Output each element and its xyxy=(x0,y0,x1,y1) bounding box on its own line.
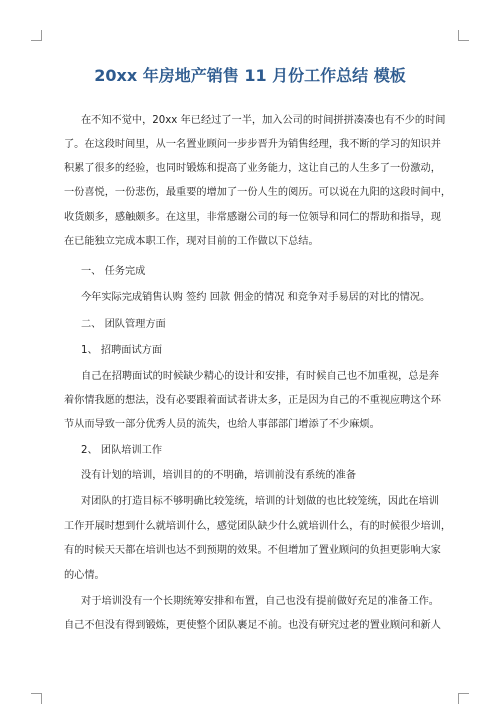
paragraph-line: 收货颇多，感触颇多。在这里，非常感谢公司的每一位领导和同仁的帮助和指导，现 xyxy=(64,212,441,223)
crop-mark-bottom-right xyxy=(458,693,469,704)
paragraph-line: 着你情我愿的想法，没有必要跟着面试者讲太多，正是因为自己的不重视应聘这个环 xyxy=(64,395,441,406)
paragraph-line: 工作开展时想到什么就培训什么，感觉团队缺少什么就培训什么，有的时候很少培训， xyxy=(64,521,452,532)
paragraph-line: 在已能独立完成本职工作，现对目前的工作做以下总结。 xyxy=(64,236,319,247)
paragraph-line: 有的时候天天都在培训也达不到预期的效果。不但增加了置业顾问的负担更影响大家 xyxy=(64,545,441,556)
crop-mark-top-left xyxy=(31,30,42,41)
section-heading: 一、 任务完成 xyxy=(81,266,146,277)
subsection-heading: 2、 团队培训工作 xyxy=(81,445,163,456)
paragraph-line: 积累了很多的经验，也同时锻炼和提高了业务能力，这让自己的人生多了一份激动， xyxy=(64,163,441,174)
crop-mark-top-right xyxy=(458,30,469,41)
paragraph-line: 的心情。 xyxy=(64,570,105,581)
paragraph-line: 在不知不觉中，20xx 年已经过了一半，加入公司的时间拼拼凑凑也有不少的时间 xyxy=(81,115,446,126)
paragraph-line: 今年实际完成销售认购 签约 回款 佣金的情况 和竞争对手易居的对比的情况。 xyxy=(81,292,431,303)
crop-mark-bottom-left xyxy=(31,693,42,704)
paragraph-line: 了。在这段时间里，从一名置业顾问一步步晋升为销售经理，我不断的学习的知识并 xyxy=(64,139,441,150)
paragraph-line: 对团队的打造目标不够明确比较笼统，培训的计划做的也比较笼统，因此在培训 xyxy=(81,496,439,507)
section-heading: 二、 团队管理方面 xyxy=(81,319,166,330)
paragraph-line: 对于培训没有一个长期统筹安排和布置，自己也没有提前做好充足的准备工作。 xyxy=(81,596,439,607)
document-title: 20xx 年房地产销售 11 月份工作总结 模板 xyxy=(94,66,406,85)
subsection-heading: 1、 招聘面试方面 xyxy=(81,345,163,356)
paragraph-line: 自己不但没有得到锻炼，更使整个团队裹足不前。也没有研究过老的置业顾问和新人 xyxy=(64,620,441,631)
paragraph-line: 节从而导致一部分优秀人员的流失，也给人事部部门增添了不少麻烦。 xyxy=(64,419,380,430)
paragraph-line: 一份喜悦，一份悲伤，最重要的增加了一份人生的阅历。可以说在九阳的这段时间中， xyxy=(64,187,452,198)
paragraph-line: 没有计划的培训，培训目的的不明确，培训前没有系统的准备 xyxy=(81,470,357,481)
paragraph-line: 自己在招聘面试的时候缺少精心的设计和安排，有时候自己也不加重视，总是奔 xyxy=(81,371,439,382)
